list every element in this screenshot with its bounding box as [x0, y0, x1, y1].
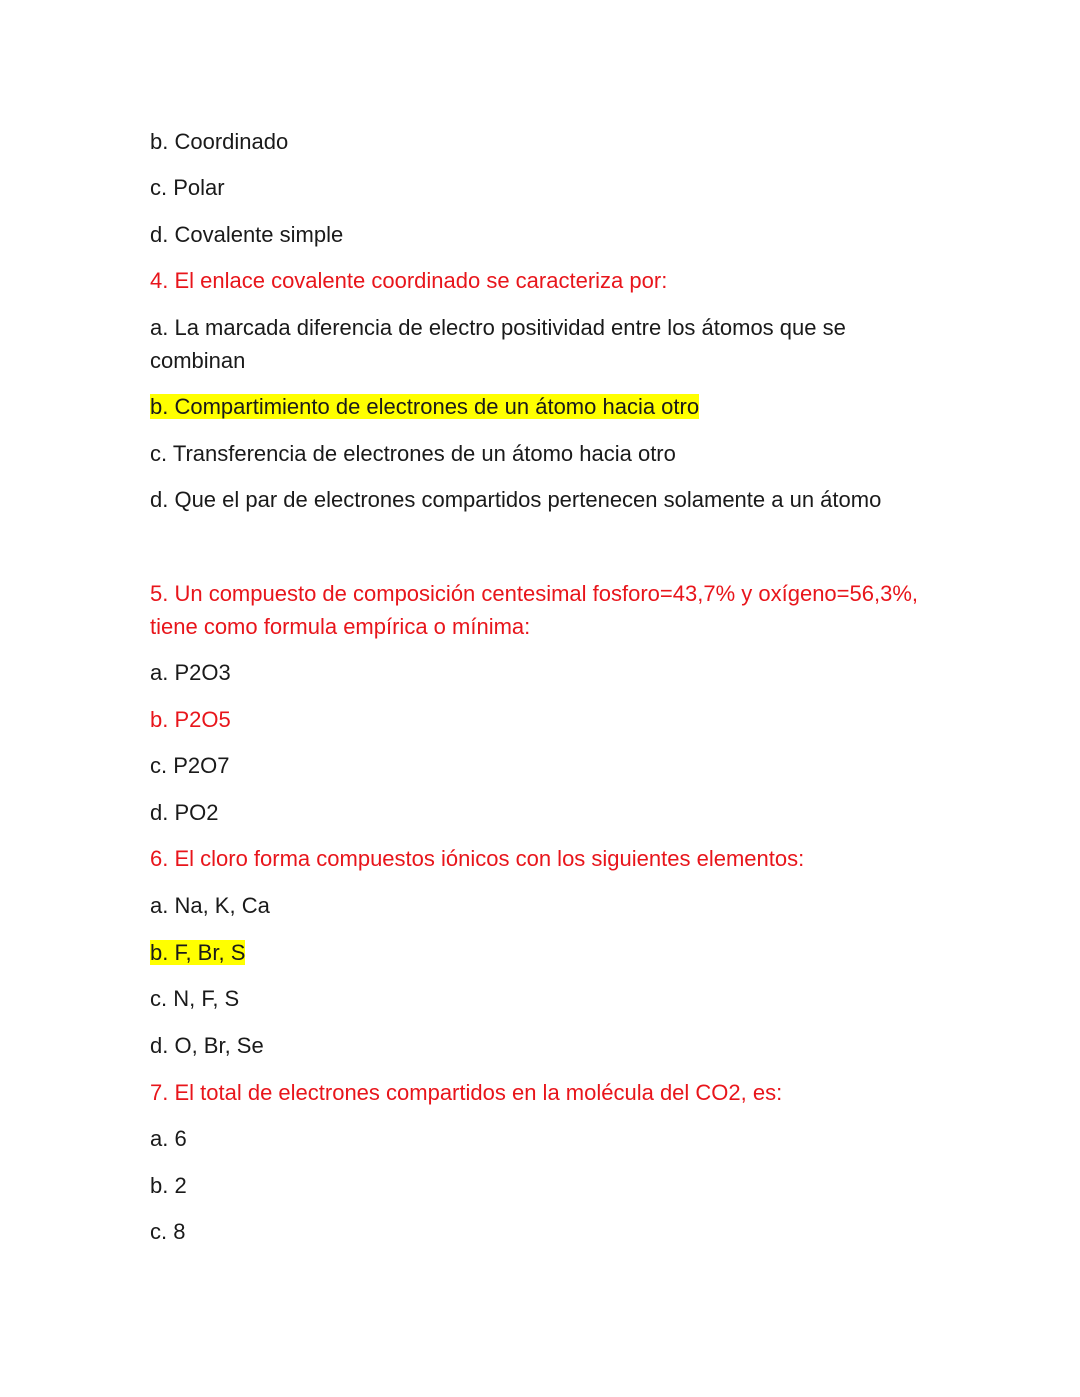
highlighted-answer: b. F, Br, S — [150, 940, 246, 965]
question-6-option-d: d. O, Br, Se — [150, 1033, 264, 1058]
question-4-option-d: d. Que el par de electrones compartidos pertenecen solamente a un átomo — [150, 487, 882, 512]
question-6-option-a: a. Na, K, Ca — [150, 893, 270, 918]
question-5-option-d: d. PO2 — [150, 800, 219, 825]
question-4-option-b — [150, 390, 699, 423]
question-7-option-a: a. 6 — [150, 1126, 187, 1151]
question-7-option-b: b. 2 — [150, 1173, 187, 1198]
question-6: 6. El cloro forma compuestos iónicos con los siguientes elementos: — [150, 846, 805, 871]
option-covalente-simple: d. Covalente simple — [150, 222, 344, 247]
option-coordinado: b. Coordinado — [150, 129, 289, 154]
option-polar: c. Polar — [150, 175, 225, 200]
highlighted-answer: b. Compartimiento de electrones de un átomo hacia otro — [150, 394, 700, 419]
question-4-option-c: c. Transferencia de electrones de un átomo hacia otro — [150, 441, 676, 466]
question-4-option-a: a. La marcada diferencia de electro positividad entre los átomos que se combinan — [150, 315, 846, 373]
question-7: 7. El total de electrones compartidos en la molécula del CO2, es: — [150, 1080, 783, 1105]
question-5-option-c: c. P2O7 — [150, 753, 230, 778]
question-6-option-c: c. N, F, S — [150, 986, 240, 1011]
question-5: 5. Un compuesto de composición centesimal fosforo=43,7% y oxígeno=56,3%, tiene como formula empírica o mínima: — [150, 581, 919, 639]
question-6-option-b — [150, 936, 245, 969]
question-4: 4. El enlace covalente coordinado se caracteriza por: — [150, 268, 668, 293]
question-5-option-a: a. P2O3 — [150, 660, 231, 685]
question-7-option-c: c. 8 — [150, 1219, 186, 1244]
question-5-option-b: b. P2O5 — [150, 707, 231, 732]
